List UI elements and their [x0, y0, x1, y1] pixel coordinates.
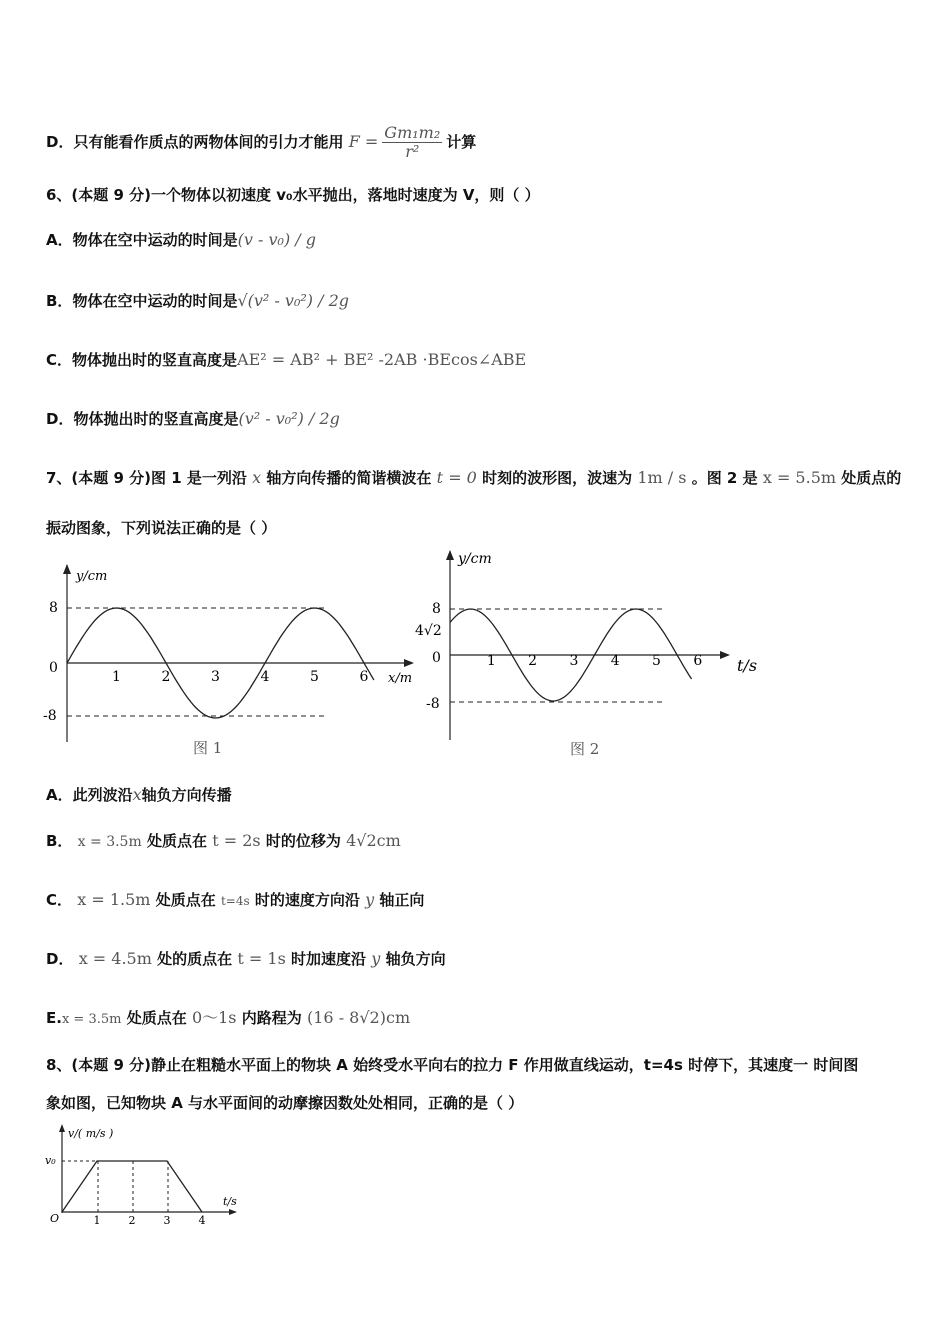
q7-option-c: C． x = 1.5m 处质点在 t=4s 时的速度方向沿 y 轴正向: [46, 890, 425, 909]
fig3-y-arrow: [59, 1124, 65, 1132]
fig3-velocity-line: [62, 1161, 202, 1212]
q7-stem-line2: 振动图象，下列说法正确的是（ ）: [46, 519, 277, 537]
q7-option-d: D． x = 4.5m 处的质点在 t = 1s 时加速度沿 y 轴负方向: [46, 949, 446, 968]
fig1-ytick-zero: 0: [49, 660, 58, 676]
fig3-xtick-1: 1: [93, 1214, 101, 1227]
figure-1-wave-graph: [40, 560, 420, 765]
q8-stem-line1: 8、(本题 9 分)静止在粗糙水平面上的物块 A 始终受水平向右的拉力 F 作用做直线运动，t=4s 时停下，其速度一 时间图: [46, 1056, 859, 1074]
fig3-ylabel: v/( m/s ): [68, 1127, 114, 1140]
figure-2-vibration-graph: [410, 545, 770, 765]
q6-option-a: A．物体在空中运动的时间是(v - v₀) / g: [46, 230, 316, 249]
fig3-x-arrow: [229, 1209, 237, 1215]
fig2-caption: 图 2: [570, 740, 600, 758]
q8-velocity-time-graph: [40, 1120, 250, 1230]
q6-option-d: D．物体抛出时的竖直高度是(v² - v₀²) / 2g: [46, 409, 340, 428]
fig1-y-arrow: [63, 564, 71, 574]
q7-option-a: A．此列波沿x轴负方向传播: [46, 785, 232, 804]
fig2-xtick-5: 5: [652, 653, 661, 669]
q7-option-b: B． x = 3.5m 处质点在 t = 2s 时的位移为 4√2cm: [46, 831, 401, 850]
fig3-xtick-2: 2: [128, 1214, 136, 1227]
fig1-xtick-3: 3: [211, 669, 220, 685]
fig2-xtick-2: 2: [528, 653, 538, 669]
fig2-x-arrow: [720, 651, 730, 659]
fig2-ytick-bottom: -8: [426, 696, 440, 712]
fig3-xtick-3: 3: [163, 1214, 171, 1227]
fig1-xtick-1: 1: [112, 669, 121, 685]
fig2-xlabel: t/s: [737, 656, 758, 675]
fig2-ytick-top: 8: [432, 601, 441, 617]
fig1-ytick-bottom: -8: [43, 708, 57, 724]
q5-option-d: D．只有能看作质点的两物体间的引力才能用 F = $\frac{\text{Gm₁m₂}}{\text{r²}}$ 计算: [46, 123, 477, 161]
fig3-origin: O: [50, 1212, 60, 1225]
fig1-xtick-5: 5: [310, 669, 319, 685]
fig2-ylabel: y/cm: [458, 551, 492, 567]
fig1-caption: 图 1: [193, 739, 223, 757]
fig1-xtick-4: 4: [260, 669, 270, 685]
fig3-yval: v₀: [45, 1154, 56, 1167]
fig3-xlabel: t/s: [223, 1195, 237, 1208]
q7-stem: 7、(本题 9 分)图 1 是一列沿 x 轴方向传播的简谐横波在 t = 0 时刻的波形图，波速为 1m / s 。图 2 是 x = 5.5m 处质点的: [46, 468, 902, 487]
fig2-ytick-mid: 4√2: [415, 623, 442, 639]
fig1-xtick-6: 6: [359, 669, 369, 685]
gravity-formula: F = $\frac{\text{Gm₁m₂}}{\text{r²}}$: [348, 123, 441, 161]
fig3-xtick-4: 4: [198, 1214, 206, 1227]
q6-option-b: B．物体在空中运动的时间是√(v² - v₀²) / 2g: [46, 291, 350, 310]
fig2-xtick-4: 4: [610, 653, 620, 669]
q8-stem-line2: 象如图，已知物块 A 与水平面间的动摩擦因数处处相同，正确的是（ ）: [46, 1094, 524, 1112]
q6-stem: 6、(本题 9 分)一个物体以初速度 v₀水平抛出，落地时速度为 V，则（ ）: [46, 186, 540, 204]
fig2-xtick-3: 3: [569, 653, 579, 669]
q6-option-c: C．物体抛出时的竖直高度是AE² = AB² + BE² -2AB ·BEcos∠ABE: [46, 350, 527, 369]
fig2-xtick-1: 1: [486, 653, 496, 669]
fig1-ytick-top: 8: [49, 600, 58, 616]
fig1-xtick-2: 2: [161, 669, 171, 685]
fig2-xtick-6: 6: [693, 653, 703, 669]
q7-option-e: E.x = 3.5m 处质点在 0～1s 内路程为 (16 - 8√2)cm: [46, 1008, 411, 1027]
fig1-ylabel: y/cm: [76, 569, 108, 584]
fig2-ytick-zero: 0: [432, 650, 441, 666]
fig1-xlabel: x/m: [388, 671, 413, 686]
fig2-y-arrow: [446, 550, 454, 560]
